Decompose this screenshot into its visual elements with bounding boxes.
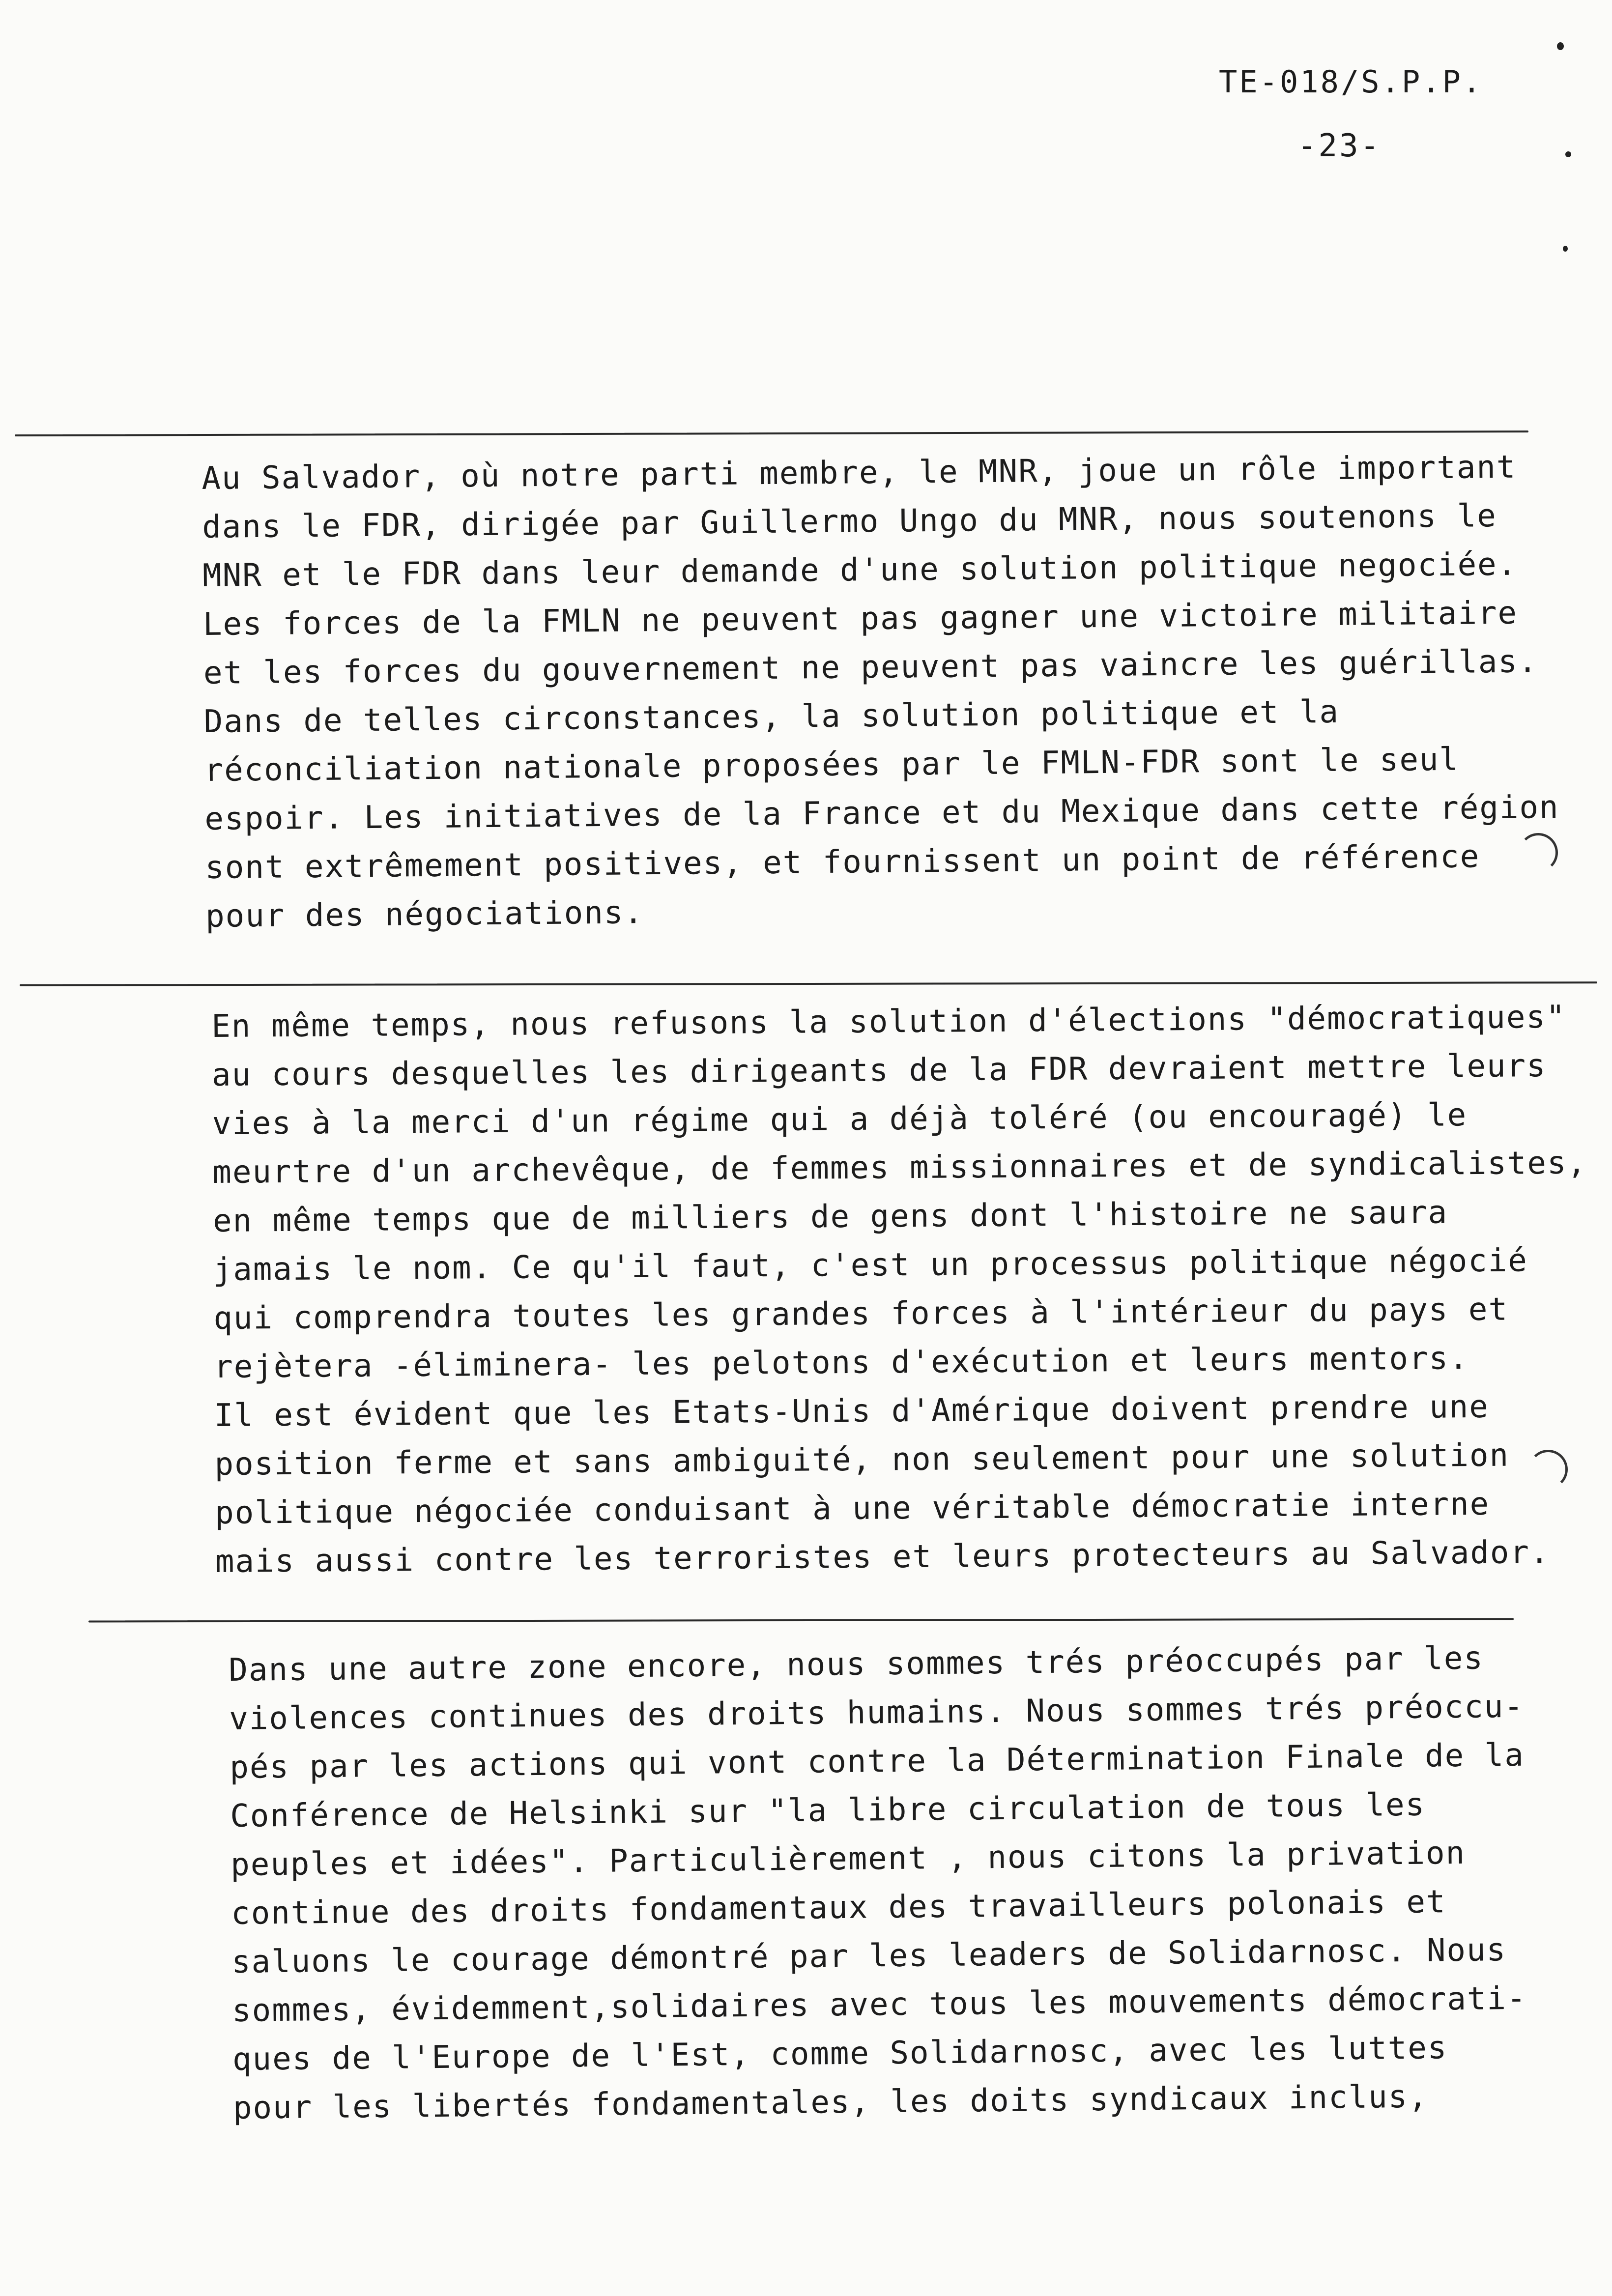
text-line: au cours desquelles les dirigeants de la FDR devraient mettre leurs bbox=[211, 1048, 1547, 1093]
text-line: Les forces de la FMLN ne peuvent pas gagner une victoire militaire bbox=[202, 595, 1518, 643]
margin-mark bbox=[1519, 833, 1558, 872]
text-line: dans le FDR, dirigée par Guillermo Ungo du MNR, nous soutenons le bbox=[202, 498, 1497, 545]
text-line: position ferme et sans ambiguité, non seulement pour une solution bbox=[214, 1437, 1510, 1483]
text-line: pour les libertés fondamentales, les doits syndicaux inclus, bbox=[232, 2078, 1429, 2126]
text-line: espoir. Les initiatives de la France et du Mexique dans cette région bbox=[204, 789, 1559, 837]
text-line: ques de l'Europe de l'Est, comme Solidarnosc, avec les luttes bbox=[232, 2030, 1448, 2078]
text-line: qui comprendra toutes les grandes forces à l'intérieur du pays et bbox=[213, 1291, 1509, 1337]
text-line: Dans de telles circonstances, la solution politique et la bbox=[203, 693, 1340, 740]
text-line: en même temps que de milliers de gens dont l'histoire ne saura bbox=[212, 1194, 1448, 1239]
scan-speck bbox=[1557, 42, 1564, 50]
text-line: pour des négociations. bbox=[205, 894, 644, 935]
text-line: sont extrêmement positives, et fournissent un point de référence bbox=[205, 838, 1480, 886]
separator-line bbox=[20, 981, 1597, 986]
margin-mark bbox=[1528, 1450, 1568, 1489]
scan-speck bbox=[1565, 151, 1571, 157]
text-line: En même temps, nous refusons la solution d'élections "démocratiques" bbox=[211, 999, 1566, 1045]
text-line: mais aussi contre les terroristes et leurs protecteurs au Salvador. bbox=[215, 1534, 1550, 1580]
text-line: sommes, évidemment,solidaires avec tous les mouvements démocrati- bbox=[231, 1980, 1527, 2029]
paragraph-elections bbox=[211, 993, 1590, 1586]
text-line: pés par les actions qui vont contre la Détermination Finale de la bbox=[230, 1737, 1525, 1786]
text-line: rejètera -éliminera- les pelotons d'exécution et leurs mentors. bbox=[213, 1340, 1469, 1385]
document-reference: TE-018/S.P.P. bbox=[1219, 64, 1483, 100]
text-line: vies à la merci d'un régime qui a déjà toléré (ou encouragé) le bbox=[212, 1097, 1468, 1142]
scan-speck bbox=[1563, 246, 1568, 252]
page-number: -23- bbox=[1297, 128, 1382, 164]
text-line: et les forces du gouvernement ne peuvent pas vaincre les guérillas. bbox=[203, 643, 1538, 691]
text-line: politique négociée conduisant à une véritable démocratie interne bbox=[214, 1486, 1490, 1531]
text-line: réconciliation nationale proposées par le FMLN-FDR sont le seul bbox=[204, 741, 1460, 789]
text-line: Il est évident que les Etats-Unis d'Amérique doivent prendre une bbox=[214, 1388, 1490, 1434]
text-line: peuples et idées". Particulièrement , nous citons la privation bbox=[230, 1835, 1466, 1883]
text-line: Conférence de Helsinki sur "la libre circulation de tous les bbox=[230, 1786, 1426, 1835]
separator-line bbox=[88, 1618, 1514, 1622]
text-line: meurtre d'un archevêque, de femmes missionnaires et de syndicalistes, bbox=[212, 1145, 1587, 1191]
paragraph-salvador bbox=[202, 443, 1560, 941]
text-line: jamais le nom. Ce qu'il faut, c'est un processus politique négocié bbox=[213, 1242, 1528, 1288]
paragraph-human-rights bbox=[229, 1634, 1528, 2133]
text-line: Dans une autre zone encore, nous sommes trés préoccupés par les bbox=[229, 1640, 1484, 1689]
separator-line bbox=[15, 430, 1528, 436]
text-line: saluons le courage démontré par les leaders de Solidarnosc. Nous bbox=[231, 1932, 1507, 1980]
text-line: Au Salvador, où notre parti membre, le MNR, joue un rôle important bbox=[202, 449, 1517, 497]
text-line: MNR et le FDR dans leur demande d'une solution politique negociée. bbox=[202, 546, 1518, 594]
text-line: violences continues des droits humains. Nous sommes trés préoccu- bbox=[229, 1688, 1525, 1737]
text-line: continue des droits fondamentaux des travailleurs polonais et bbox=[230, 1884, 1446, 1932]
